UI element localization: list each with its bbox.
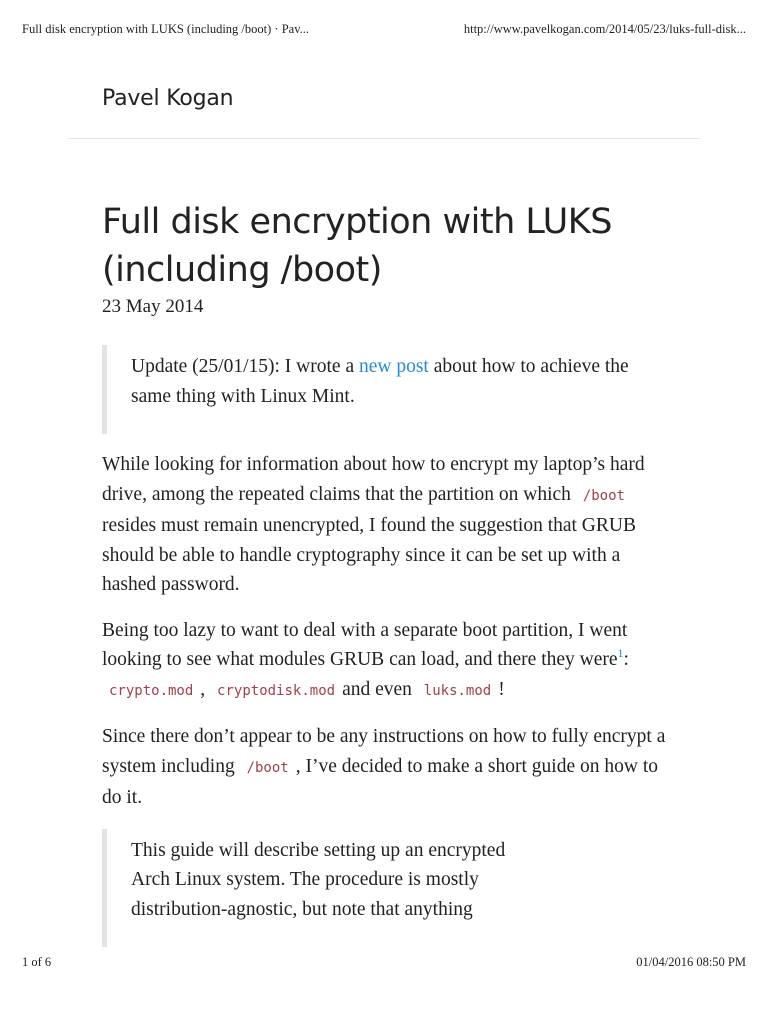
post-title	[102, 198, 702, 294]
guide-note-line3: distribution-agnostic, but note that anything	[131, 898, 473, 920]
print-header-url: http://www.pavelkogan.com/2014/05/23/luks-full-disk...	[463, 22, 746, 36]
boot-code: /boot	[582, 487, 625, 504]
post-title-line1: Full disk encryption with LUKS	[102, 202, 612, 242]
new-post-link[interactable]: new post	[358, 356, 429, 377]
paragraph-text: :	[623, 649, 629, 670]
crypto-mod-code: crypto.mod	[109, 682, 194, 699]
print-datetime: 01/04/2016 08:50 PM	[636, 955, 746, 969]
update-note-text-end: about how to achieve the same thing with Linux Mint.	[131, 356, 629, 407]
boot-code: /boot	[246, 759, 289, 776]
paragraph-intro	[102, 450, 672, 600]
post-date: 23 May 2014	[102, 296, 204, 317]
paragraph-text: !	[498, 678, 505, 700]
luks-mod-code: luks.mod	[423, 682, 492, 699]
print-header-title: Full disk encryption with LUKS (including /boot) · Pav...	[22, 22, 310, 36]
paragraph-text: ,	[200, 678, 206, 700]
footnote-link[interactable]: 1	[617, 646, 624, 660]
paragraph-text: resides must remain unencrypted, I found the suggestion that GRUB should be able to handle cryptography since it can be set up with a hashed password.	[102, 515, 636, 595]
post-content	[102, 345, 672, 963]
update-note-text: Update (25/01/15): I wrote a	[131, 356, 359, 377]
guide-note-line1: This guide will describe setting up an encrypted	[131, 839, 506, 861]
post-title-line2: (including /boot)	[102, 250, 382, 290]
page-count: 1 of 6	[22, 955, 52, 969]
paragraph-modules	[102, 616, 672, 707]
guide-note	[102, 829, 672, 948]
paragraph-text: Since there don’t appear to be any instructions on how to fully encrypt a system including	[102, 726, 666, 777]
paragraph-text: Being too lazy to want to deal with a separate boot partition, I went looking to see what modules GRUB can load, and there they were	[102, 619, 628, 670]
site-name-link[interactable]: Pavel Kogan	[102, 86, 234, 111]
paragraph-text: While looking for information about how to encrypt my laptop’s hard drive, among the repeated claims that the partition on which	[102, 454, 645, 505]
cryptodisk-mod-code: cryptodisk.mod	[217, 682, 336, 699]
guide-note-line2: Arch Linux system. The procedure is mostly	[131, 869, 479, 890]
header-divider	[68, 138, 700, 139]
paragraph-text: and even	[342, 678, 412, 700]
paragraph-text: , I’ve decided to make a short guide on how to do it.	[102, 755, 659, 808]
paragraph-guide-intro	[102, 722, 672, 813]
update-note	[102, 345, 672, 434]
